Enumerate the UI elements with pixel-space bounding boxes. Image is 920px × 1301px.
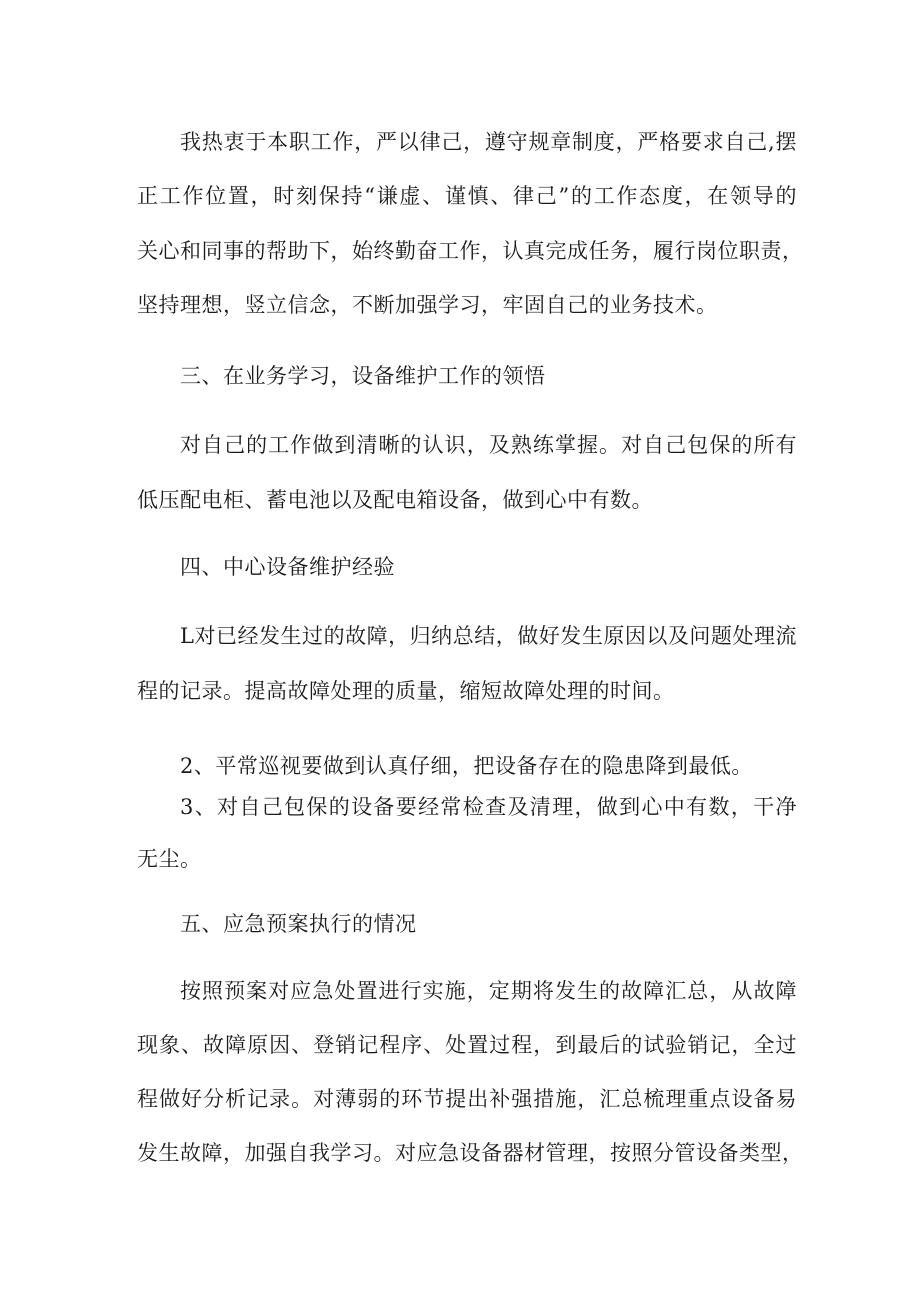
- paragraph-6-line-1: 按照预案对应急处置进行实施，定期将发生的故障汇总，从故障: [180, 979, 797, 1003]
- paragraph-6-line-4: 发生故障，加强自我学习。对应急设备器材管理，按照分管设备类型，: [137, 1141, 804, 1165]
- paragraph-2-line-2: 低压配电柜、蓄电池以及配电箱设备，做到心中有数。: [137, 488, 653, 512]
- paragraph-5-line-2: 无尘。: [137, 847, 202, 871]
- paragraph-1-line-2: 正工作位置，时刻保持“谦虚、谨慎、律己”的工作态度，在领导的: [137, 184, 797, 208]
- section-heading-3: 三、在业务学习，设备维护工作的领悟: [180, 364, 546, 388]
- paragraph-1-line-4: 坚持理想，竖立信念，不断加强学习，牢固自己的业务技术。: [137, 293, 718, 317]
- paragraph-6-line-2: 现象、故障原因、登销记程序、处置过程，到最后的试验销记，全过: [137, 1033, 797, 1057]
- paragraph-4-line-1: 2、平常巡视要做到认真仔细，把设备存在的隐患降到最低。: [180, 754, 753, 778]
- paragraph-3-line-1: L对已经发生过的故障，归纳总结，做好发生原因以及问题处理流: [180, 624, 797, 648]
- section-heading-5: 五、应急预案执行的情况: [180, 912, 417, 936]
- paragraph-3-line-2: 程的记录。提高故障处理的质量，缩短故障处理的时间。: [137, 679, 675, 703]
- paragraph-1-line-3: 关心和同事的帮助下，始终勤奋工作，认真完成任务，履行岗位职责，: [137, 239, 804, 263]
- paragraph-1-line-1: 我热衷于本职工作，严以律己，遵守规章制度，严格要求自己,摆: [180, 130, 797, 154]
- paragraph-6-line-3: 程做好分析记录。对薄弱的环节提出补强措施，汇总梳理重点设备易: [137, 1087, 797, 1111]
- paragraph-5-line-1: 3、对自己包保的设备要经常检查及清理，做到心中有数，干净: [180, 795, 797, 819]
- paragraph-2-line-1: 对自己的工作做到清晰的认识，及熟练掌握。对自己包保的所有: [180, 433, 797, 457]
- section-heading-4: 四、中心设备维护经验: [180, 555, 395, 579]
